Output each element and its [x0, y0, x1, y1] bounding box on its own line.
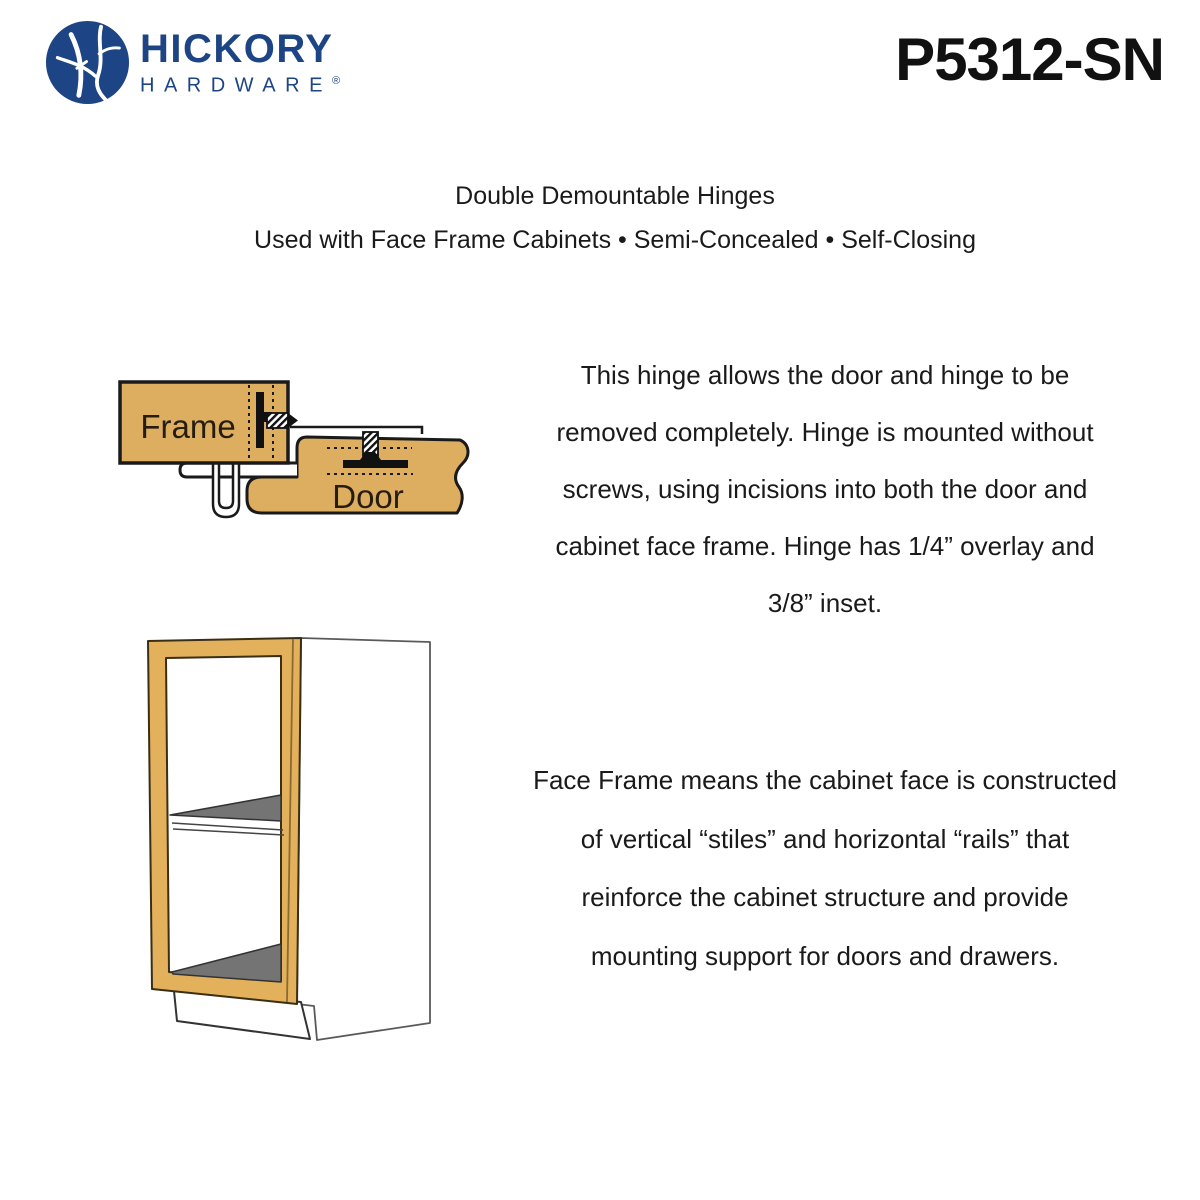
- hinge-description: [495, 347, 1155, 632]
- door-hinge-leaf: [343, 460, 408, 468]
- sheet-subtitle: Used with Face Frame Cabinets • Semi-Concealed • Self-Closing: [254, 226, 976, 254]
- brand-subname: HARDWARE®: [140, 74, 341, 97]
- hinge-description-line: This hinge allows the door and hinge to be: [580, 360, 1070, 390]
- face-frame-description-line: Face Frame means the cabinet face is constructed: [533, 765, 1117, 795]
- hinge-description-line: cabinet face frame. Hinge has 1/4” overlay and: [555, 531, 1095, 561]
- brand-logo: [45, 20, 340, 105]
- middle-shelf: [170, 795, 284, 835]
- hinge-description-line: 3/8” inset.: [767, 588, 883, 618]
- registered-trademark: ®: [331, 75, 341, 87]
- cabinet-side-panel: [297, 638, 430, 1040]
- frame-label: Frame: [140, 408, 236, 445]
- hinge-cross-section-diagram: [100, 363, 500, 578]
- face-frame-description: [495, 751, 1155, 985]
- face-frame-description-line: of vertical “stiles” and horizontal “rails” that: [580, 823, 1070, 854]
- hickory-tree-icon: [45, 20, 130, 105]
- face-frame-description-line: mounting support for doors and drawers.: [590, 940, 1060, 971]
- face-frame-description-line: reinforce the cabinet structure and provide: [581, 882, 1069, 912]
- sheet-title: Double Demountable Hinges: [455, 182, 775, 210]
- sheet-title-block: [15, 174, 1200, 262]
- hinge-description-line: screws, using incisions into both the door and: [562, 474, 1088, 504]
- brand-wordmark: [140, 20, 340, 98]
- overlay-gap-line: [290, 427, 422, 434]
- product-code: P5312-SN: [895, 26, 1164, 93]
- face-frame-cabinet-drawing: [130, 608, 450, 1078]
- door-label: Door: [332, 478, 404, 515]
- hinge-description-line: removed completely. Hinge is mounted without: [556, 417, 1094, 447]
- brand-name: HICKORY: [140, 27, 334, 71]
